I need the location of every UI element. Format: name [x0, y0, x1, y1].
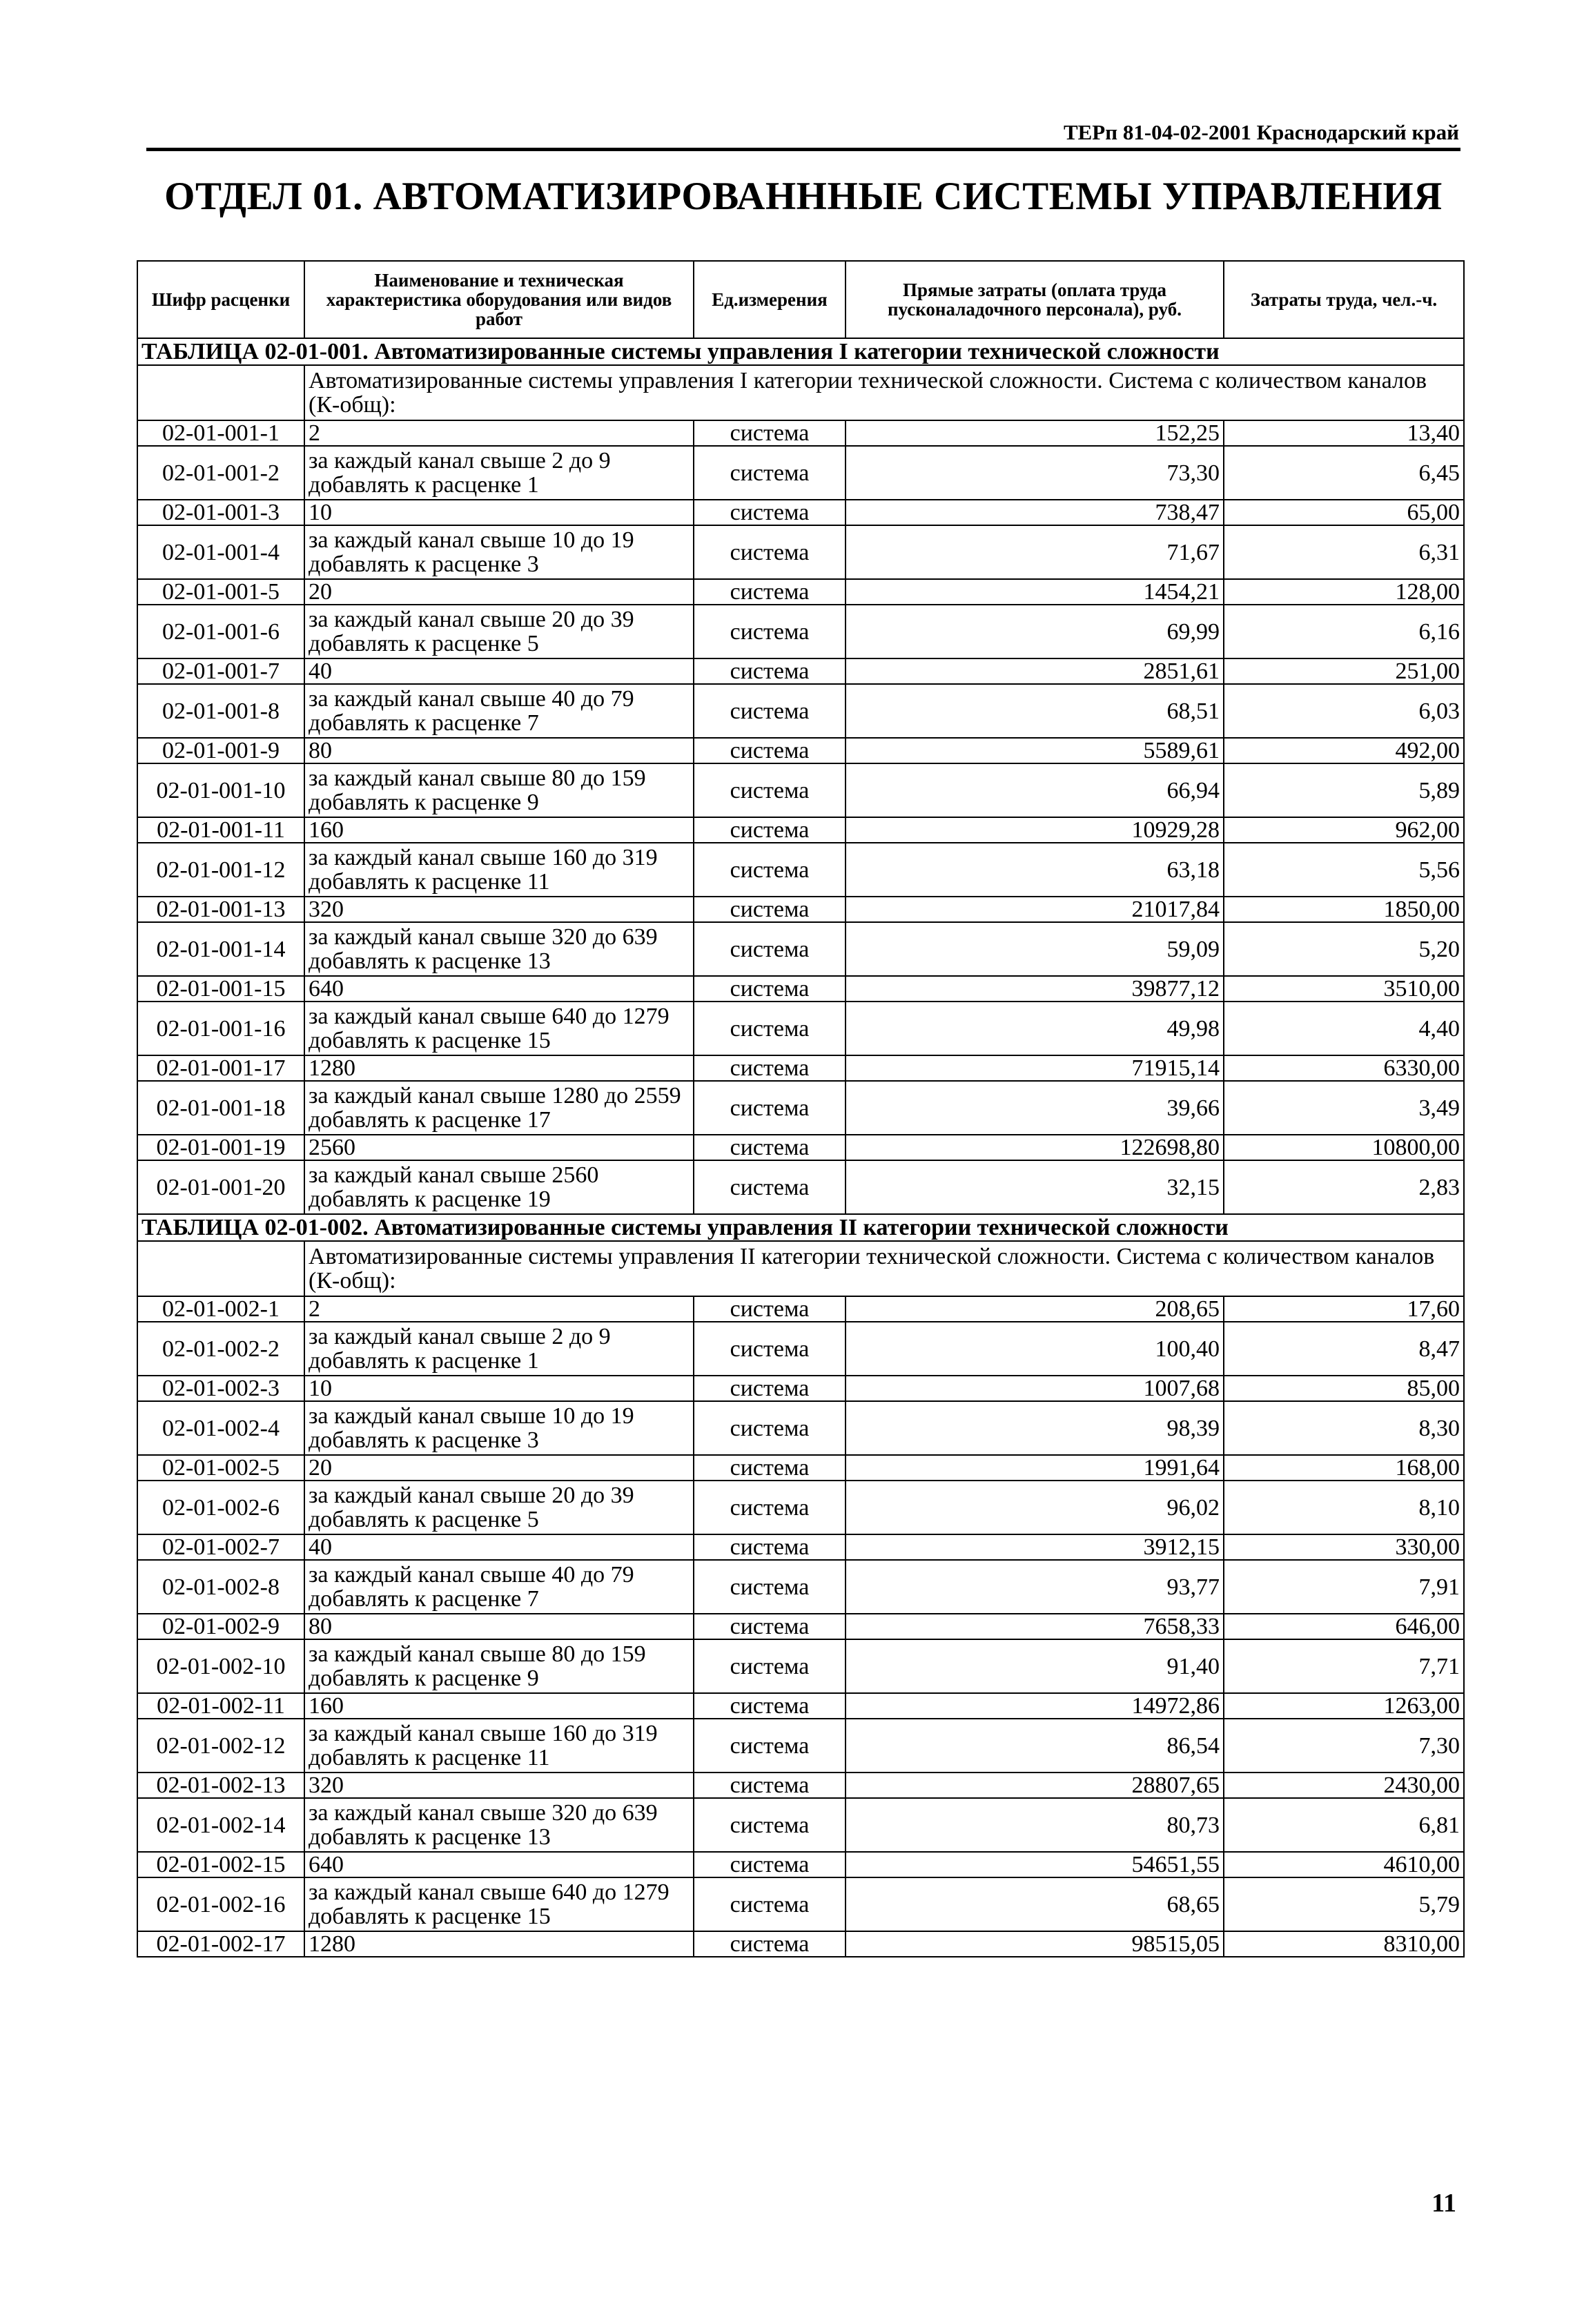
unit-cell: система	[694, 1455, 846, 1481]
direct-cost-cell: 208,65	[846, 1296, 1224, 1322]
unit-cell: система	[694, 1055, 846, 1081]
col-header-labor: Затраты труда, чел.-ч.	[1224, 261, 1464, 338]
table-intro-row	[137, 365, 1464, 420]
unit-cell: система	[694, 1081, 846, 1135]
table-row	[137, 1376, 1464, 1401]
labor-cost-cell: 2,83	[1224, 1160, 1464, 1214]
rate-name-cell: 2	[304, 420, 694, 446]
table-row	[137, 446, 1464, 500]
rate-code-cell: 02-01-002-11	[137, 1693, 304, 1719]
labor-cost-cell: 6,16	[1224, 605, 1464, 658]
direct-cost-cell: 69,99	[846, 605, 1224, 658]
direct-cost-cell: 2851,61	[846, 658, 1224, 684]
table-row	[137, 1401, 1464, 1455]
direct-cost-cell: 86,54	[846, 1719, 1224, 1773]
unit-cell: система	[694, 1135, 846, 1160]
rate-name-cell: за каждый канал свыше 10 до 19 добавлять к расценке 3	[304, 525, 694, 579]
rate-code-cell: 02-01-001-4	[137, 525, 304, 579]
table-row	[137, 1719, 1464, 1773]
labor-cost-cell: 13,40	[1224, 420, 1464, 446]
rate-name-cell: за каждый канал свыше 1280 до 2559 добавлять к расценке 17	[304, 1081, 694, 1135]
labor-cost-cell: 65,00	[1224, 500, 1464, 525]
rate-code-cell: 02-01-001-14	[137, 922, 304, 976]
rate-name-cell: за каждый канал свыше 320 до 639 добавлять к расценке 13	[304, 922, 694, 976]
rate-code-cell: 02-01-002-4	[137, 1401, 304, 1455]
labor-cost-cell: 17,60	[1224, 1296, 1464, 1322]
table-row	[137, 843, 1464, 897]
table-caption: ТАБЛИЦА 02-01-002. Автоматизированные системы управления II категории технической сложности	[137, 1214, 1464, 1241]
rate-code-cell: 02-01-002-13	[137, 1773, 304, 1798]
direct-cost-cell: 98,39	[846, 1401, 1224, 1455]
rate-name-cell: за каждый канал свыше 640 до 1279 добавлять к расценке 15	[304, 1002, 694, 1055]
labor-cost-cell: 10800,00	[1224, 1135, 1464, 1160]
labor-cost-cell: 4610,00	[1224, 1852, 1464, 1877]
col-header-cost: Прямые затраты (оплата труда пусконаладочного персонала), руб.	[846, 261, 1224, 338]
rate-name-cell: 40	[304, 658, 694, 684]
unit-cell: система	[694, 1798, 846, 1852]
direct-cost-cell: 100,40	[846, 1322, 1224, 1376]
table-intro: Автоматизированные системы управления II категории технической сложности. Система с количеством каналов (К-общ):	[304, 1241, 1464, 1296]
rate-code-cell: 02-01-001-15	[137, 976, 304, 1002]
direct-cost-cell: 28807,65	[846, 1773, 1224, 1798]
labor-cost-cell: 8,30	[1224, 1401, 1464, 1455]
unit-cell: система	[694, 1614, 846, 1639]
rate-name-cell: 2	[304, 1296, 694, 1322]
rate-code-cell: 02-01-001-11	[137, 817, 304, 843]
table-row	[137, 579, 1464, 605]
rate-code-cell: 02-01-001-8	[137, 684, 304, 738]
table-row	[137, 605, 1464, 658]
labor-cost-cell: 168,00	[1224, 1455, 1464, 1481]
rate-name-cell: за каждый канал свыше 40 до 79 добавлять к расценке 7	[304, 1560, 694, 1614]
direct-cost-cell: 93,77	[846, 1560, 1224, 1614]
price-table	[137, 260, 1465, 1957]
unit-cell: система	[694, 976, 846, 1002]
rate-name-cell: за каждый канал свыше 80 до 159 добавлять к расценке 9	[304, 763, 694, 817]
direct-cost-cell: 98515,05	[846, 1931, 1224, 1957]
rate-code-cell: 02-01-002-9	[137, 1614, 304, 1639]
table-row	[137, 420, 1464, 446]
unit-cell: система	[694, 500, 846, 525]
rate-code-cell: 02-01-002-6	[137, 1481, 304, 1534]
direct-cost-cell: 39877,12	[846, 976, 1224, 1002]
direct-cost-cell: 152,25	[846, 420, 1224, 446]
rate-name-cell: за каждый канал свыше 40 до 79 добавлять к расценке 7	[304, 684, 694, 738]
direct-cost-cell: 71,67	[846, 525, 1224, 579]
unit-cell: система	[694, 1877, 846, 1931]
unit-cell: система	[694, 1773, 846, 1798]
unit-cell: система	[694, 738, 846, 763]
rate-name-cell: за каждый канал свыше 320 до 639 добавлять к расценке 13	[304, 1798, 694, 1852]
unit-cell: система	[694, 897, 846, 922]
rate-code-cell: 02-01-002-8	[137, 1560, 304, 1614]
table-intro-row	[137, 1241, 1464, 1296]
labor-cost-cell: 6330,00	[1224, 1055, 1464, 1081]
page-number: 11	[1431, 2189, 1456, 2218]
rate-code-cell: 02-01-002-7	[137, 1534, 304, 1560]
unit-cell: система	[694, 817, 846, 843]
labor-cost-cell: 5,56	[1224, 843, 1464, 897]
unit-cell: система	[694, 1481, 846, 1534]
direct-cost-cell: 39,66	[846, 1081, 1224, 1135]
table-row	[137, 1322, 1464, 1376]
rate-code-cell: 02-01-001-3	[137, 500, 304, 525]
rate-code-cell: 02-01-002-10	[137, 1639, 304, 1693]
rate-code-cell: 02-01-001-16	[137, 1002, 304, 1055]
header-rule	[146, 148, 1460, 151]
rate-name-cell: за каждый канал свыше 80 до 159 добавлять к расценке 9	[304, 1639, 694, 1693]
rate-name-cell: за каждый канал свыше 2560 добавлять к расценке 19	[304, 1160, 694, 1214]
table-intro: Автоматизированные системы управления I категории технической сложности. Система с количеством каналов (К-общ):	[304, 365, 1464, 420]
direct-cost-cell: 1991,64	[846, 1455, 1224, 1481]
rate-name-cell: за каждый канал свыше 160 до 319 добавлять к расценке 11	[304, 843, 694, 897]
unit-cell: система	[694, 446, 846, 500]
labor-cost-cell: 251,00	[1224, 658, 1464, 684]
table-row	[137, 1852, 1464, 1877]
unit-cell: система	[694, 525, 846, 579]
table-row	[137, 897, 1464, 922]
rate-code-cell: 02-01-002-3	[137, 1376, 304, 1401]
table-row	[137, 976, 1464, 1002]
labor-cost-cell: 2430,00	[1224, 1773, 1464, 1798]
unit-cell: система	[694, 1852, 846, 1877]
table-body	[137, 338, 1464, 1957]
labor-cost-cell: 7,30	[1224, 1719, 1464, 1773]
unit-cell: система	[694, 420, 846, 446]
table-caption-row	[137, 338, 1464, 365]
rate-name-cell: 160	[304, 1693, 694, 1719]
labor-cost-cell: 492,00	[1224, 738, 1464, 763]
table-row	[137, 1481, 1464, 1534]
rate-code-cell: 02-01-002-17	[137, 1931, 304, 1957]
labor-cost-cell: 6,03	[1224, 684, 1464, 738]
table-row	[137, 1773, 1464, 1798]
rate-name-cell: за каждый канал свыше 2 до 9 добавлять к расценке 1	[304, 446, 694, 500]
direct-cost-cell: 59,09	[846, 922, 1224, 976]
rate-code-cell: 02-01-001-1	[137, 420, 304, 446]
table-row	[137, 817, 1464, 843]
rate-code-cell: 02-01-002-15	[137, 1852, 304, 1877]
unit-cell: система	[694, 1639, 846, 1693]
rate-code-cell: 02-01-002-16	[137, 1877, 304, 1931]
rate-code-cell: 02-01-001-17	[137, 1055, 304, 1081]
rate-name-cell: 40	[304, 1534, 694, 1560]
direct-cost-cell: 66,94	[846, 763, 1224, 817]
rate-code-cell: 02-01-001-18	[137, 1081, 304, 1135]
table-row	[137, 500, 1464, 525]
rate-name-cell: 320	[304, 897, 694, 922]
rate-code-cell: 02-01-001-10	[137, 763, 304, 817]
unit-cell: система	[694, 1719, 846, 1773]
table-row	[137, 1296, 1464, 1322]
unit-cell: система	[694, 763, 846, 817]
unit-cell: система	[694, 1160, 846, 1214]
direct-cost-cell: 122698,80	[846, 1135, 1224, 1160]
rate-code-cell: 02-01-001-13	[137, 897, 304, 922]
direct-cost-cell: 71915,14	[846, 1055, 1224, 1081]
table-row	[137, 1877, 1464, 1931]
direct-cost-cell: 68,51	[846, 684, 1224, 738]
col-header-code: Шифр расценки	[137, 261, 304, 338]
unit-cell: система	[694, 1376, 846, 1401]
unit-cell: система	[694, 1322, 846, 1376]
labor-cost-cell: 6,31	[1224, 525, 1464, 579]
col-header-unit: Ед.измерения	[694, 261, 846, 338]
rate-name-cell: за каждый канал свыше 20 до 39 добавлять к расценке 5	[304, 1481, 694, 1534]
table-row	[137, 1002, 1464, 1055]
direct-cost-cell: 96,02	[846, 1481, 1224, 1534]
unit-cell: система	[694, 922, 846, 976]
direct-cost-cell: 3912,15	[846, 1534, 1224, 1560]
table-row	[137, 738, 1464, 763]
rate-code-cell: 02-01-001-19	[137, 1135, 304, 1160]
rate-code-cell: 02-01-002-1	[137, 1296, 304, 1322]
unit-cell: система	[694, 843, 846, 897]
unit-cell: система	[694, 684, 846, 738]
labor-cost-cell: 3510,00	[1224, 976, 1464, 1002]
rate-code-cell: 02-01-001-20	[137, 1160, 304, 1214]
col-header-name: Наименование и техническая характеристика оборудования или видов работ	[304, 261, 694, 338]
table-row	[137, 1055, 1464, 1081]
direct-cost-cell: 63,18	[846, 843, 1224, 897]
rate-code-cell: 02-01-001-12	[137, 843, 304, 897]
table-row	[137, 658, 1464, 684]
table-row	[137, 1693, 1464, 1719]
table-row	[137, 1135, 1464, 1160]
rate-name-cell: 20	[304, 579, 694, 605]
rate-name-cell: за каждый канал свыше 2 до 9 добавлять к расценке 1	[304, 1322, 694, 1376]
rate-name-cell: 640	[304, 1852, 694, 1877]
rate-name-cell: 80	[304, 738, 694, 763]
table-row	[137, 525, 1464, 579]
labor-cost-cell: 1263,00	[1224, 1693, 1464, 1719]
rate-code-cell: 02-01-001-2	[137, 446, 304, 500]
table-row	[137, 1560, 1464, 1614]
section-title: ОТДЕЛ 01. АВТОМАТИЗИРОВАНННЫЕ СИСТЕМЫ УПРАВЛЕНИЯ	[164, 175, 1443, 218]
unit-cell: система	[694, 1534, 846, 1560]
labor-cost-cell: 3,49	[1224, 1081, 1464, 1135]
unit-cell: система	[694, 579, 846, 605]
labor-cost-cell: 5,79	[1224, 1877, 1464, 1931]
rate-name-cell: 10	[304, 1376, 694, 1401]
unit-cell: система	[694, 1693, 846, 1719]
rate-name-cell: 80	[304, 1614, 694, 1639]
rate-name-cell: 640	[304, 976, 694, 1002]
unit-cell: система	[694, 658, 846, 684]
table-row	[137, 1455, 1464, 1481]
labor-cost-cell: 8310,00	[1224, 1931, 1464, 1957]
labor-cost-cell: 7,91	[1224, 1560, 1464, 1614]
table-row	[137, 1931, 1464, 1957]
direct-cost-cell: 1007,68	[846, 1376, 1224, 1401]
rate-code-cell: 02-01-002-2	[137, 1322, 304, 1376]
labor-cost-cell: 962,00	[1224, 817, 1464, 843]
unit-cell: система	[694, 1296, 846, 1322]
direct-cost-cell: 80,73	[846, 1798, 1224, 1852]
rate-name-cell: 160	[304, 817, 694, 843]
rate-name-cell: за каждый канал свыше 10 до 19 добавлять к расценке 3	[304, 1401, 694, 1455]
rate-name-cell: 2560	[304, 1135, 694, 1160]
table-caption-row	[137, 1214, 1464, 1241]
rate-code-cell: 02-01-002-12	[137, 1719, 304, 1773]
empty-cell	[137, 365, 304, 420]
labor-cost-cell: 6,81	[1224, 1798, 1464, 1852]
unit-cell: система	[694, 605, 846, 658]
unit-cell: система	[694, 1002, 846, 1055]
labor-cost-cell: 646,00	[1224, 1614, 1464, 1639]
table-row	[137, 922, 1464, 976]
table-row	[137, 1160, 1464, 1214]
rate-code-cell: 02-01-002-5	[137, 1455, 304, 1481]
direct-cost-cell: 1454,21	[846, 579, 1224, 605]
direct-cost-cell: 49,98	[846, 1002, 1224, 1055]
table-header-row	[137, 261, 1464, 338]
table-row	[137, 1614, 1464, 1639]
labor-cost-cell: 8,47	[1224, 1322, 1464, 1376]
rate-name-cell: 1280	[304, 1055, 694, 1081]
rate-name-cell: 320	[304, 1773, 694, 1798]
labor-cost-cell: 8,10	[1224, 1481, 1464, 1534]
table-row	[137, 763, 1464, 817]
rate-code-cell: 02-01-001-6	[137, 605, 304, 658]
table-row	[137, 1081, 1464, 1135]
labor-cost-cell: 6,45	[1224, 446, 1464, 500]
direct-cost-cell: 10929,28	[846, 817, 1224, 843]
labor-cost-cell: 4,40	[1224, 1002, 1464, 1055]
running-header: ТЕРп 81-04-02-2001 Краснодарский край	[1063, 120, 1459, 144]
table-row	[137, 684, 1464, 738]
direct-cost-cell: 91,40	[846, 1639, 1224, 1693]
rate-code-cell: 02-01-001-9	[137, 738, 304, 763]
table-caption: ТАБЛИЦА 02-01-001. Автоматизированные системы управления I категории технической сложности	[137, 338, 1464, 365]
direct-cost-cell: 738,47	[846, 500, 1224, 525]
unit-cell: система	[694, 1560, 846, 1614]
labor-cost-cell: 128,00	[1224, 579, 1464, 605]
direct-cost-cell: 54651,55	[846, 1852, 1224, 1877]
rate-name-cell: 10	[304, 500, 694, 525]
rate-name-cell: за каждый канал свыше 640 до 1279 добавлять к расценке 15	[304, 1877, 694, 1931]
empty-cell	[137, 1241, 304, 1296]
labor-cost-cell: 330,00	[1224, 1534, 1464, 1560]
labor-cost-cell: 85,00	[1224, 1376, 1464, 1401]
labor-cost-cell: 5,89	[1224, 763, 1464, 817]
table-row	[137, 1534, 1464, 1560]
direct-cost-cell: 68,65	[846, 1877, 1224, 1931]
unit-cell: система	[694, 1931, 846, 1957]
rate-code-cell: 02-01-001-7	[137, 658, 304, 684]
direct-cost-cell: 32,15	[846, 1160, 1224, 1214]
labor-cost-cell: 7,71	[1224, 1639, 1464, 1693]
rate-code-cell: 02-01-001-5	[137, 579, 304, 605]
direct-cost-cell: 14972,86	[846, 1693, 1224, 1719]
labor-cost-cell: 1850,00	[1224, 897, 1464, 922]
direct-cost-cell: 5589,61	[846, 738, 1224, 763]
unit-cell: система	[694, 1401, 846, 1455]
direct-cost-cell: 7658,33	[846, 1614, 1224, 1639]
rate-name-cell: 1280	[304, 1931, 694, 1957]
rate-code-cell: 02-01-002-14	[137, 1798, 304, 1852]
direct-cost-cell: 73,30	[846, 446, 1224, 500]
rate-name-cell: 20	[304, 1455, 694, 1481]
direct-cost-cell: 21017,84	[846, 897, 1224, 922]
rate-name-cell: за каждый канал свыше 20 до 39 добавлять к расценке 5	[304, 605, 694, 658]
table-row	[137, 1639, 1464, 1693]
table-row	[137, 1798, 1464, 1852]
labor-cost-cell: 5,20	[1224, 922, 1464, 976]
rate-name-cell: за каждый канал свыше 160 до 319 добавлять к расценке 11	[304, 1719, 694, 1773]
